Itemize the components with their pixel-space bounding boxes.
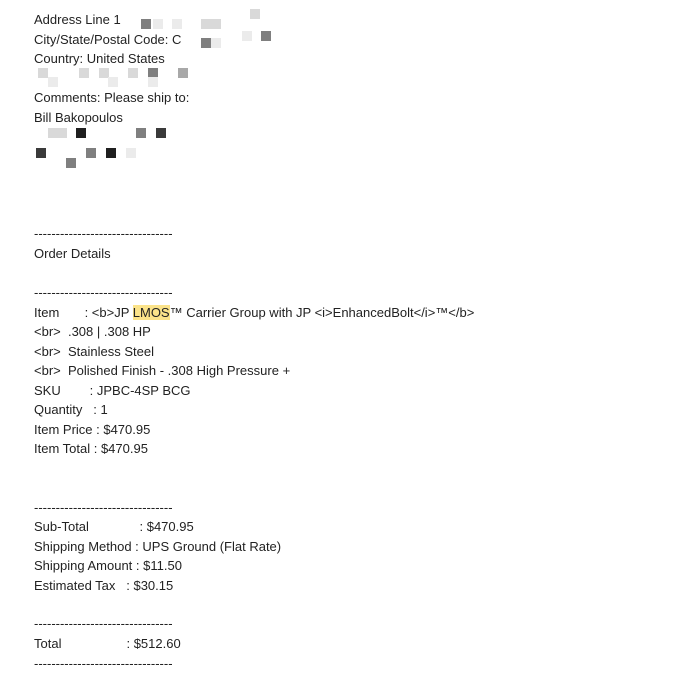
order-total: Total : $512.60 [34, 636, 181, 651]
separator: -------------------------------- [34, 616, 173, 631]
shipping-method: Shipping Method : UPS Ground (Flat Rate) [34, 539, 282, 554]
item-text-suffix: ™ Carrier Group with JP <i>EnhancedBolt</i>™</b> [169, 305, 475, 320]
search-highlight: LMOS [132, 305, 170, 320]
separator: -------------------------------- [34, 500, 173, 515]
estimated-tax: Estimated Tax : $30.15 [34, 578, 174, 593]
separator: -------------------------------- [34, 285, 173, 300]
recipient-name: Bill Bakopoulos [34, 110, 123, 125]
item-text-prefix: Item : <b>JP [34, 305, 133, 320]
separator: -------------------------------- [34, 226, 173, 241]
item-option-finish: <br> Polished Finish - .308 High Pressure + [34, 363, 291, 378]
country: Country: United States [34, 51, 165, 66]
subtotal: Sub-Total : $470.95 [34, 519, 194, 534]
comments: Comments: Please ship to: [34, 90, 190, 105]
item-option-material: <br> Stainless Steel [34, 344, 154, 359]
order-details-heading: Order Details [34, 246, 111, 261]
item-sku: SKU : JPBC-4SP BCG [34, 383, 191, 398]
item-option-caliber: <br> .308 | .308 HP [34, 324, 151, 339]
separator: -------------------------------- [34, 656, 173, 671]
item-line [34, 305, 474, 321]
city-state-postal: City/State/Postal Code: C [34, 32, 182, 47]
item-quantity: Quantity : 1 [34, 402, 108, 417]
address-line-1: Address Line 1 [34, 12, 121, 27]
shipping-amount: Shipping Amount : $11.50 [34, 558, 182, 573]
item-price: Item Price : $470.95 [34, 422, 151, 437]
item-total: Item Total : $470.95 [34, 441, 148, 456]
